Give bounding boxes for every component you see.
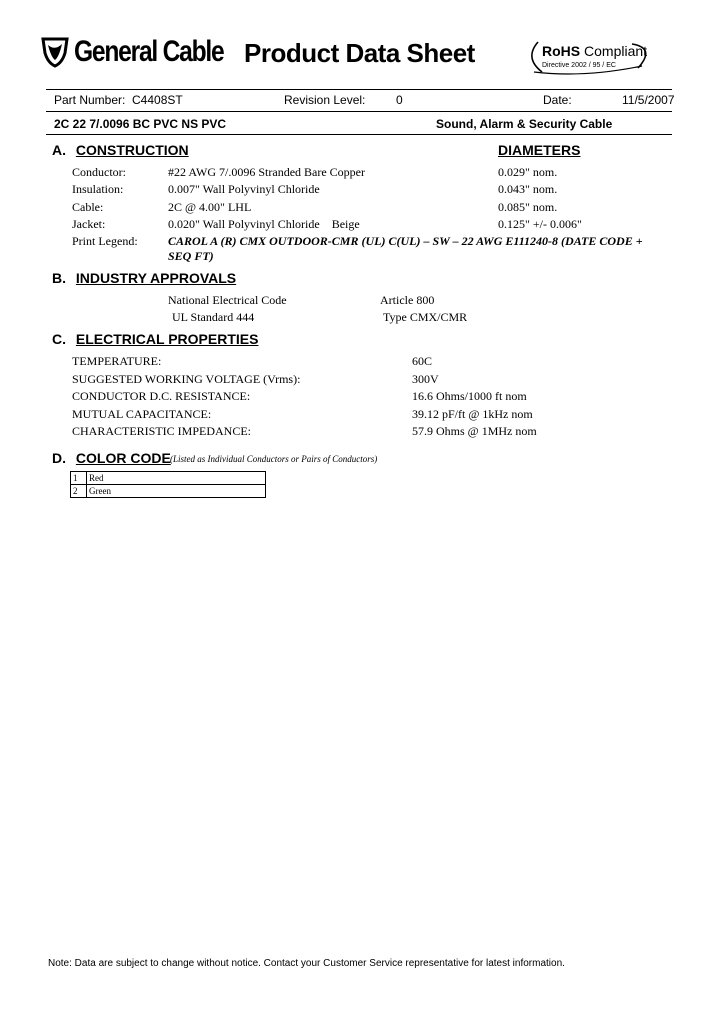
section-approvals-heading [52, 270, 236, 286]
part-number-label: Part Number: [54, 93, 126, 107]
temperature-value: 60C [412, 354, 433, 368]
jacket-label: Jacket: [72, 217, 106, 231]
section-construction-heading [52, 142, 189, 158]
brand-logo [40, 34, 256, 70]
revision-value: 0 [396, 93, 403, 107]
cable-label: Cable: [72, 200, 104, 214]
insulation-diameter: 0.043" nom. [498, 182, 558, 196]
capacitance-value: 39.12 pF/ft @ 1kHz nom [412, 407, 533, 421]
conductor-color: Red [87, 472, 266, 485]
rohs-compliant-text: Compliant [584, 43, 648, 59]
approval-name: National Electrical Code [168, 293, 287, 307]
jacket-value: 0.020" Wall Polyvinyl Chloride Beige [168, 217, 360, 231]
part-info-row [46, 93, 675, 109]
date-value: 11/5/2007 [622, 93, 675, 107]
part-number-value: C4408ST [132, 93, 183, 107]
conductor-diameter: 0.029" nom. [498, 165, 558, 179]
section-letter: A. [52, 142, 66, 158]
approval-value: Article 800 [380, 293, 435, 307]
diameters-title: DIAMETERS [498, 142, 581, 158]
date-label: Date: [543, 93, 572, 107]
print-legend-label: Print Legend: [72, 234, 138, 248]
impedance-value: 57.9 Ohms @ 1MHz nom [412, 424, 537, 438]
section-title: ELECTRICAL PROPERTIES [75, 331, 259, 347]
approval-name: UL Standard 444 [172, 310, 255, 324]
temperature-label: TEMPERATURE: [72, 354, 162, 368]
section-letter: C. [52, 331, 66, 347]
rohs-directive: Directive 2002 / 95 / EC [542, 62, 616, 69]
rohs-label [542, 43, 647, 59]
print-legend-line1: CAROL A (R) CMX OUTDOOR-CMR (UL) C(UL) – SW – 22 AWG E111240-8 (DATE CODE + [168, 234, 643, 248]
resistance-value: 16.6 Ohms/1000 ft nom [412, 389, 527, 403]
product-description: 2C 22 7/.0096 BC PVC NS PVC [54, 117, 227, 131]
section-letter: B. [52, 270, 66, 286]
conductor-color: Green [87, 485, 266, 498]
approval-value: Type CMX/CMR [383, 310, 468, 324]
section-electrical-heading [52, 331, 258, 347]
footer-disclaimer: Note: Data are subject to change without notice. Contact your Customer Service representative for latest information. [48, 958, 565, 969]
jacket-diameter: 0.125" +/- 0.006" [498, 217, 582, 231]
color-code-note: (Listed as Individual Conductors or Pairs of Conductors) [170, 454, 378, 464]
product-category: Sound, Alarm & Security Cable [436, 117, 613, 131]
page-title: Product Data Sheet [244, 38, 475, 68]
cable-value: 2C @ 4.00" LHL [168, 200, 252, 214]
conductor-label: Conductor: [72, 165, 126, 179]
rohs-bold-text: RoHS [542, 43, 581, 59]
voltage-value: 300V [412, 372, 439, 386]
revision-label: Revision Level: [284, 93, 366, 107]
table-row [71, 472, 266, 485]
impedance-label: CHARACTERISTIC IMPEDANCE: [72, 424, 252, 438]
insulation-value: 0.007" Wall Polyvinyl Chloride [168, 182, 320, 196]
section-title: INDUSTRY APPROVALS [75, 270, 237, 286]
table-row [71, 485, 266, 498]
section-letter: D. [52, 450, 66, 466]
section-title: COLOR CODE [75, 450, 171, 466]
rohs-badge [524, 38, 654, 76]
diameters-heading [498, 142, 580, 158]
capacitance-label: MUTUAL CAPACITANCE: [72, 407, 212, 421]
brand-name: General Cable [74, 35, 224, 68]
conductor-number: 2 [71, 485, 87, 498]
resistance-label: CONDUCTOR D.C. RESISTANCE: [72, 389, 251, 403]
conductor-value: #22 AWG 7/.0096 Stranded Bare Copper [168, 165, 366, 179]
section-color-code-heading [52, 450, 171, 466]
cable-diameter: 0.085" nom. [498, 200, 558, 214]
section-title: CONSTRUCTION [75, 142, 189, 158]
divider-bottom [46, 134, 672, 135]
divider-top [46, 89, 672, 90]
insulation-label: Insulation: [72, 182, 124, 196]
general-cable-shield-icon [40, 36, 70, 68]
print-legend-line2: SEQ FT) [168, 249, 214, 263]
voltage-label: SUGGESTED WORKING VOLTAGE (Vrms): [72, 372, 301, 386]
color-code-table [70, 471, 266, 498]
conductor-number: 1 [71, 472, 87, 485]
divider-mid [46, 111, 672, 112]
